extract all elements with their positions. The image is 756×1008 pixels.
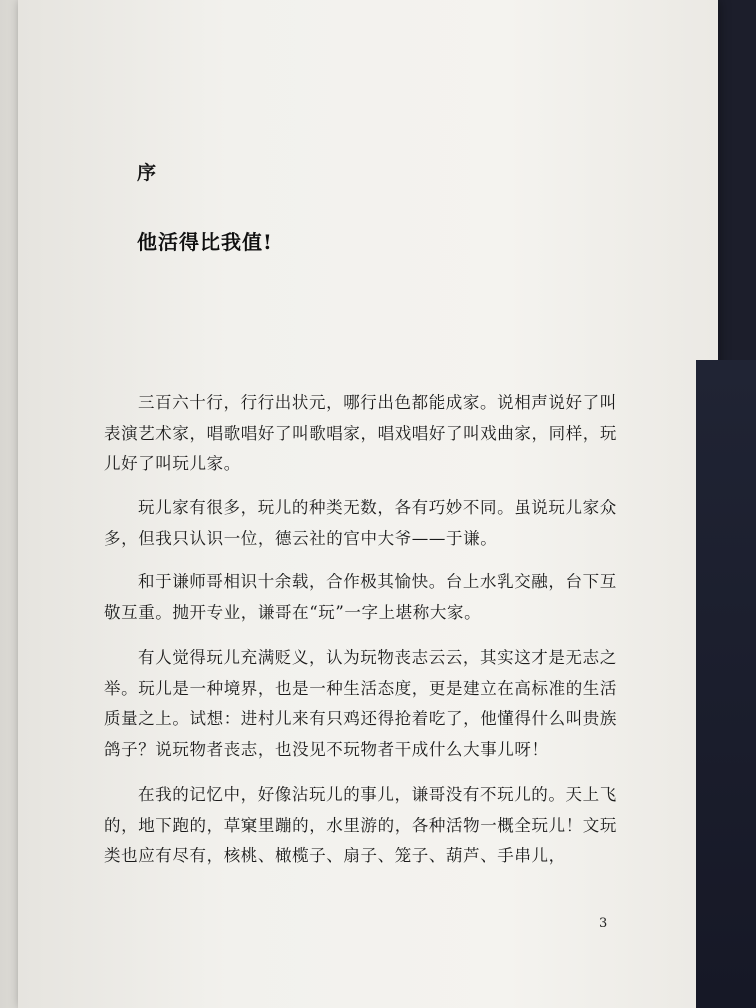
paragraph-5: 在我的记忆中，好像沾玩儿的事儿，谦哥没有不玩儿的。天上飞的，地下跑的，草窠里蹦的，水里游的，各种活物一概全玩儿！文玩类也应有尽有，核桃、橄榄子、扇子、笼子、葫芦、手串儿， (104, 785, 617, 865)
paragraph-4: 有人觉得玩儿充满贬义，认为玩物丧志云云，其实这才是无志之举。玩儿是一种境界，也是一种生活态度，更是建立在高标准的生活质量之上。试想：进村儿来有只鸡还得抢着吃了，他懂得什么叫贵族鸽子？说玩物者丧志，也没见不玩物者干成什么大事儿呀！ (104, 648, 617, 759)
paragraph-3: 和于谦师哥相识十余载，合作极其愉快。台上水乳交融，台下互敬互重。抛开专业，谦哥在“玩”一字上堪称大家。 (104, 572, 617, 622)
paragraph-2: 玩儿家有很多，玩儿的种类无数，各有巧妙不同。虽说玩儿家众多，但我只认识一位，德云社的官中大爷——于谦。 (104, 498, 617, 548)
chapter-label: 序 (137, 162, 158, 184)
page-number: 3 (599, 916, 608, 931)
chapter-title: 他活得比我值! (137, 230, 273, 254)
paragraph-1: 三百六十行，行行出状元，哪行出色都能成家。说相声说好了叫表演艺术家，唱歌唱好了叫歌唱家，唱戏唱好了叫戏曲家，同样，玩儿好了叫玩儿家。 (104, 393, 617, 473)
